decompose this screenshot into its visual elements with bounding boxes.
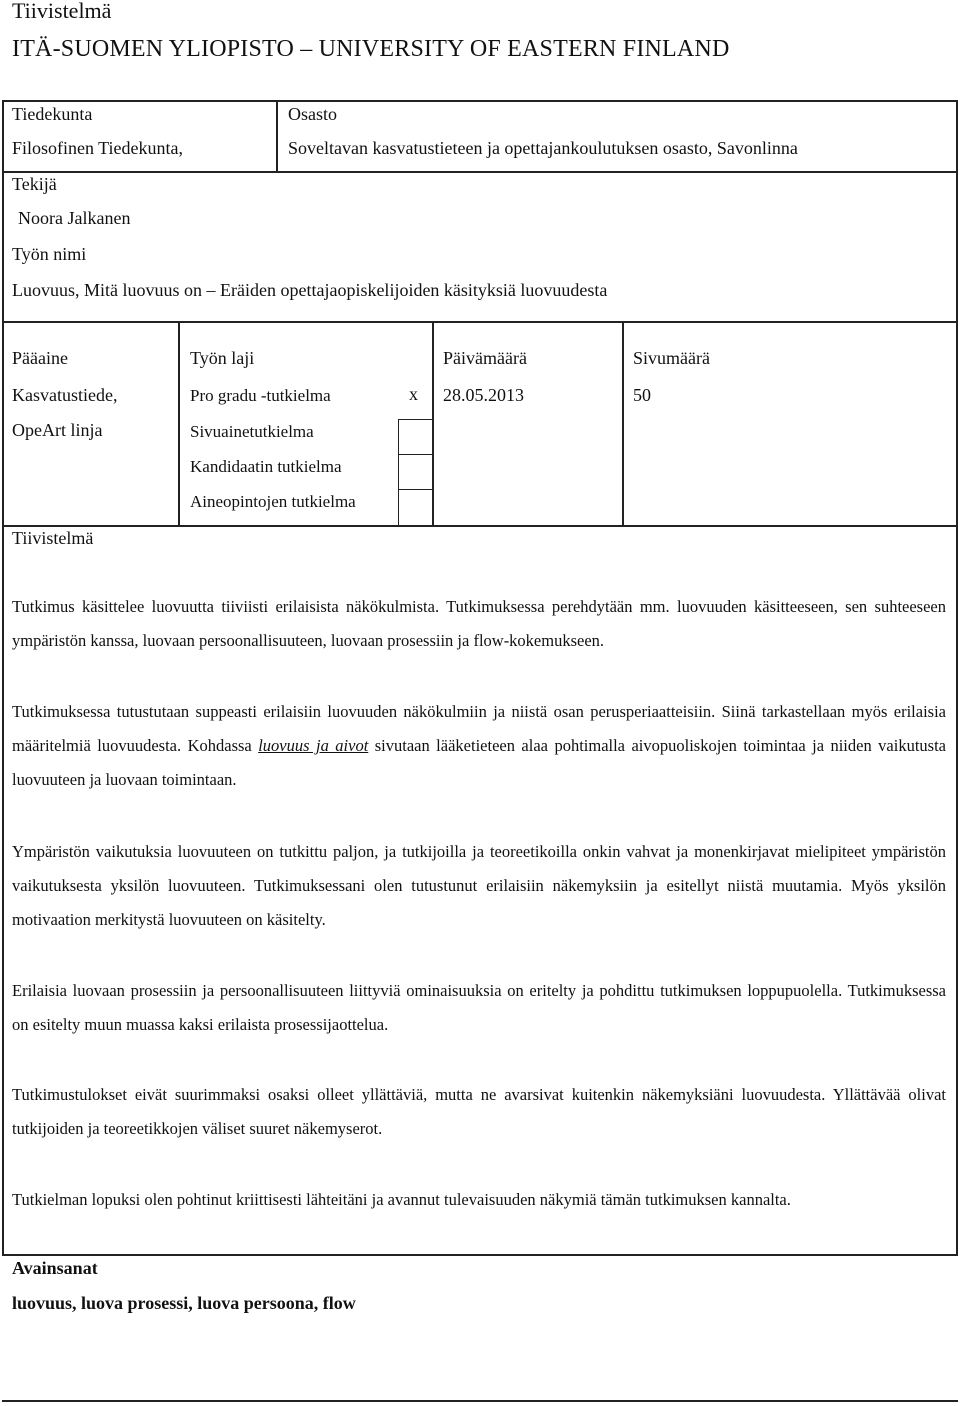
work-type-option: Aineopintojen tutkielma xyxy=(190,492,356,511)
faculty-row-bottom xyxy=(2,171,958,173)
abstract-paragraph xyxy=(12,695,946,797)
pages-label: Sivumäärä xyxy=(633,348,710,368)
work-type-mark: x xyxy=(409,384,418,404)
work-type-option: Sivuainetutkielma xyxy=(190,422,314,441)
date-label: Päivämäärä xyxy=(443,348,527,368)
work-name-value: Luovuus, Mitä luovuus on – Eräiden opettajaopiskelijoiden käsityksiä luovuudesta xyxy=(12,280,608,300)
work-name-label: Työn nimi xyxy=(12,244,87,264)
page-bottom-rule xyxy=(2,1400,958,1402)
department-label: Osasto xyxy=(288,104,337,124)
department-value: Soveltavan kasvatustieteen ja opettajankoulutuksen osasto, Savonlinna xyxy=(288,138,798,158)
title-row-bottom xyxy=(2,321,958,323)
major-value-line-2: OpeArt linja xyxy=(12,420,103,440)
university-name: ITÄ-SUOMEN YLIOPISTO – UNIVERSITY OF EASTERN FINLAND xyxy=(12,36,730,62)
abstract-text: Tutkimuksessa tutustutaan suppeasti erilaisiin luovuuden näkökulmiin ja niistä osan perusperiaatteisiin. Siinä tarkastellaan myös erilaisia määritelmiä luovuudesta. Kohdassa xyxy=(12,702,946,755)
work-type-checkbox xyxy=(398,489,433,527)
work-type-label: Työn laji xyxy=(190,348,255,368)
work-type-checkbox xyxy=(398,419,433,455)
abstract-bottom xyxy=(2,1254,958,1256)
work-type-option: Kandidaatin tutkielma xyxy=(190,457,342,476)
abstract-paragraph: Tutkimustulokset eivät suurimmaksi osaksi olleet yllättäviä, mutta ne avarsivat kuitenkin näkemyksiäni luovuudesta. Yllättävää olivat tutkijoiden ja teoreetikkojen väliset suuret näkemyserot. xyxy=(12,1085,946,1138)
faculty-label: Tiedekunta xyxy=(12,104,93,124)
form-border-top xyxy=(2,100,958,102)
form-border-right xyxy=(956,100,958,1256)
pages-value: 50 xyxy=(633,385,651,405)
keywords-label: Avainsanat xyxy=(12,1258,98,1278)
major-value-line-1: Kasvatustiede, xyxy=(12,385,118,405)
abstract-emphasis: luovuus ja aivot xyxy=(258,736,369,755)
abstract-paragraph: Tutkielman lopuksi olen pohtinut kriittisesti lähteitäni ja avannut tulevaisuuden näkymiä tämän tutkimuksen kannalta. xyxy=(12,1190,791,1209)
abstract-paragraph: Erilaisia luovaan prosessiin ja persoonallisuuteen liittyviä ominaisuuksia on eritelty ja pohdittu tutkimuksen loppupuolella. Tutkimuksessa on esitelty muun muassa kaksi erilaista prosessijaottelua. xyxy=(12,981,946,1034)
page-title: Tiivistelmä xyxy=(12,0,112,23)
work-type-checkbox xyxy=(398,454,433,490)
major-column-divider xyxy=(178,321,180,527)
abstract-paragraph: Ympäristön vaikutuksia luovuuteen on tutkittu paljon, ja tutkijoilla ja teoreetikoilla onkin vahvat ja monenkirjavat mielipiteet ympäristön vaikutuksesta yksilön luovuuteen. Tutkimuksessani olen tutustunut erilaisiin näkemyksiin ja esitellyt niistä muutamia. Myös yksilön motivaation merkitystä luovuuteen on käsitelty. xyxy=(12,842,946,929)
date-value: 28.05.2013 xyxy=(443,385,524,405)
abstract-label: Tiivistelmä xyxy=(12,528,94,548)
author-value: Noora Jalkanen xyxy=(18,208,131,228)
abstract-paragraph: Tutkimus käsittelee luovuutta tiiviisti erilaisista näkökulmista. Tutkimuksessa perehdytään mm. luovuuden käsitteeseen, sen suhteeseen ympäristön kanssa, luovaan persoonallisuuteen, luovaan prosessiin ja flow-kokemukseen. xyxy=(12,597,946,650)
info-row-bottom xyxy=(2,525,958,527)
abstract-text: sivutaan lääketieteen alaa pohtimalla aivopuoliskojen toimintaa ja niiden vaikutusta luovuuteen ja luovaan toimintaan. xyxy=(12,736,947,789)
work-type-option: Pro gradu -tutkielma xyxy=(190,386,331,405)
faculty-department-divider xyxy=(276,100,278,172)
form-border-left xyxy=(2,100,4,1256)
major-label: Pääaine xyxy=(12,348,68,368)
pages-column-divider xyxy=(622,321,624,527)
author-label: Tekijä xyxy=(12,174,57,194)
keywords-value: luovuus, luova prosessi, luova persoona, flow xyxy=(12,1293,356,1313)
faculty-value: Filosofinen Tiedekunta, xyxy=(12,138,184,158)
